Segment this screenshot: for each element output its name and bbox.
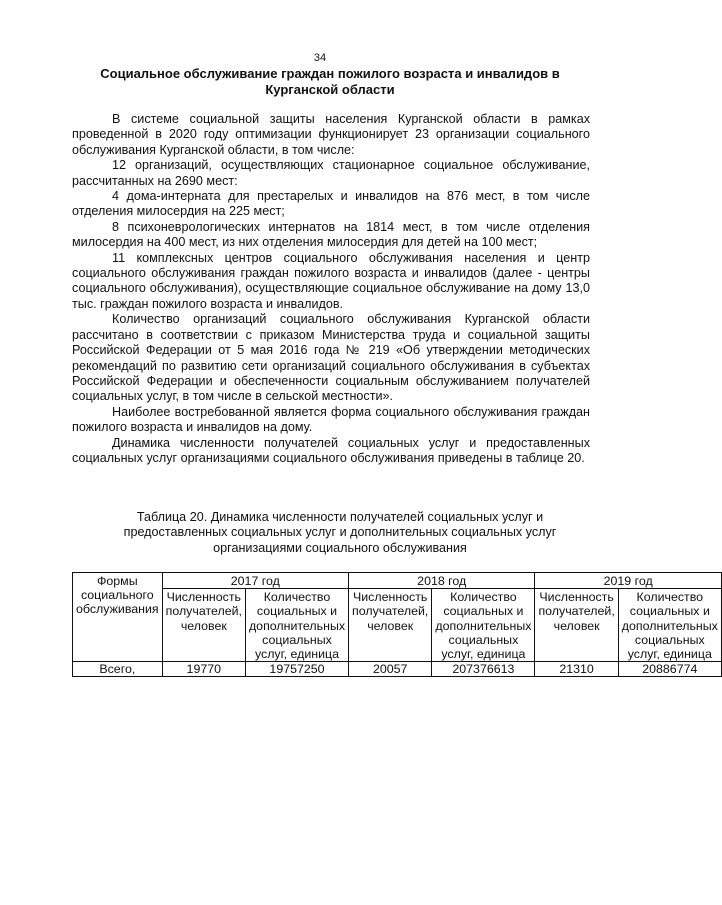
paragraph: Наиболее востребованной является форма социального обслуживания граждан пожилого возраста и инвалидов на дому.	[72, 404, 590, 435]
paragraph: В системе социальной защиты населения Курганской области в рамках проведенной в 2020 году оптимизации функционирует 23 организации социального обслуживания Курганской области, в том числе:	[72, 112, 590, 157]
page-number: 34	[313, 52, 327, 64]
table-cell: 19757250	[245, 662, 348, 677]
table-subheader-row	[73, 589, 722, 662]
header-services: Количество социальных и дополнительных социальных услуг, единица	[245, 589, 348, 662]
dynamics-table	[72, 572, 722, 677]
table-header-row	[73, 573, 722, 589]
header-recipients: Численность получателей, человек	[162, 589, 245, 662]
paragraph: Динамика численности получателей социальных услуг и предоставленных социальных услуг организациями социального обслуживания приведены в таблице 20.	[72, 435, 590, 465]
paragraph: 4 дома-интерната для престарелых и инвалидов на 876 мест, в том числе отделения милосердия на 225 мест;	[72, 189, 590, 219]
paragraph: 11 комплексных центров социального обслуживания населения и центр социального обслуживания граждан пожилого возраста и инвалидов (далее - центры социального обслуживания), осуществляющие социальное обслуживание на дому 13,0 тыс. граждан пожилого возраста и инвалидов.	[72, 250, 590, 311]
header-year: 2018 год	[349, 573, 535, 589]
table-cell: 20886774	[618, 662, 721, 677]
table-caption: Таблица 20. Динамика численности получателей социальных услуг и предоставленных социальных услуг и дополнительных социальных услуг организациями социального обслуживания	[123, 510, 557, 555]
paragraph: 8 психоневрологических интернатов на 1814 мест, в том числе отделения милосердия на 400 мест, из них отделения милосердия для детей на 100 мест;	[72, 219, 590, 250]
header-forms: Формы социального обслуживания	[73, 573, 163, 662]
table-cell: 207376613	[432, 662, 535, 677]
header-year: 2019 год	[535, 573, 721, 589]
header-services: Количество социальных и дополнительных социальных услуг, единица	[618, 589, 721, 662]
body-text	[72, 112, 590, 466]
header-recipients: Численность получателей, человек	[535, 589, 618, 662]
section-title: Социальное обслуживание граждан пожилого возраста и инвалидов в Курганской области	[100, 66, 560, 97]
row-label: Всего,	[73, 662, 163, 677]
table-row	[73, 662, 722, 677]
paragraph: Количество организаций социального обслуживания Курганской области рассчитано в соответствии с приказом Министерства труда и социальной защиты Российской Федерации от 5 мая 2016 года № 219 «Об утверждении методических рекомендаций по развитию сети организаций социального обслуживания в субъектах Российской Федерации и обеспеченности социальным обслуживанием получателей социальных услуг, в том числе в сельской местности».	[72, 312, 590, 404]
header-recipients: Численность получателей, человек	[349, 589, 432, 662]
header-services: Количество социальных и дополнительных социальных услуг, единица	[432, 589, 535, 662]
paragraph: 12 организаций, осуществляющих стационарное социальное обслуживание, рассчитанных на 2690 мест:	[72, 158, 590, 188]
table-cell: 21310	[535, 662, 618, 677]
table-cell: 20057	[349, 662, 432, 677]
header-year: 2017 год	[162, 573, 348, 589]
table-cell: 19770	[162, 662, 245, 677]
